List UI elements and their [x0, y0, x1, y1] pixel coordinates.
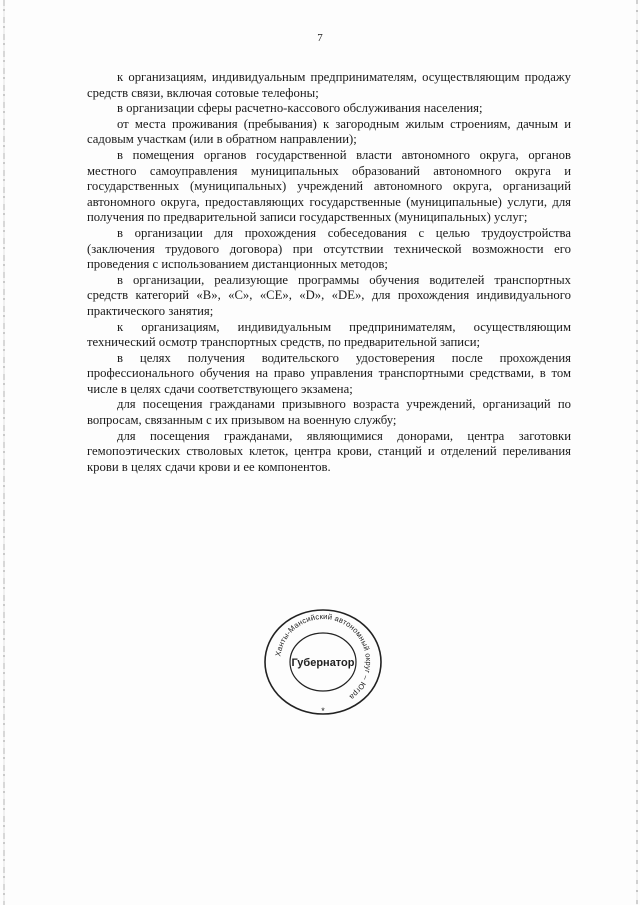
- paragraph: в организации сферы расчетно-кассового обслуживания населения;: [117, 101, 483, 116]
- paragraph: в целях получения водительского удостоверения после прохождения профессионального обучения на право управления транспортными средствами, в том числе в целях сдачи соответствующего экзамена;: [87, 350, 571, 396]
- paragraph: к организациям, индивидуальным предпринимателям, осуществляющим технический осмотр транспортных средств, по предварительной записи;: [87, 319, 571, 350]
- scan-edge-right: [636, 0, 638, 905]
- paragraph: для посещения гражданами, являющимися донорами, центра заготовки гемопоэтических стволовых клеток, центра крови, станций и отделений переливания крови в целях сдачи крови и ее компонентов.: [87, 428, 571, 474]
- governor-seal: [262, 608, 384, 716]
- paragraph: в организации для прохождения собеседования с целью трудоустройства (заключения трудового договора) при отсутствии технической возможности его проведения с использованием дистанционных методов;: [87, 225, 571, 272]
- scan-edge-left: [3, 0, 5, 905]
- seal-star: *: [321, 706, 325, 716]
- paragraph: в помещения органов государственной власти автономного округа, органов местного самоуправления муниципальных образований автономного округа и государственных (муниципальных) учреждений автономного округа, организаций автономного округа, предоставляющих государственные (муниципальные) услуги, для получения по предварительной записи государственных (муниципальных) услуг;: [87, 147, 571, 225]
- page-number: 7: [317, 32, 323, 44]
- seal-ring-text: Ханты-Мансийский автономный округ – Югра: [273, 611, 374, 702]
- paragraph: для посещения гражданами призывного возраста учреждений, организаций по вопросам, связанным с их призывом на военную службу;: [87, 397, 571, 428]
- paragraph: от места проживания (пребывания) к загородным жилым строениям, дачным и садовым участкам (или в обратном направлении);: [87, 116, 571, 147]
- paragraph: в организации, реализующие программы обучения водителей транспортных средств категорий «B», «C», «CE», «D», «DE», для прохождения индивидуального практического занятия;: [87, 272, 571, 318]
- seal-center-text: Губернатор: [291, 657, 355, 669]
- document-body: [87, 70, 571, 475]
- paragraph: к организациям, индивидуальным предпринимателям, осуществляющим продажу средств связи, включая сотовые телефоны;: [87, 70, 571, 100]
